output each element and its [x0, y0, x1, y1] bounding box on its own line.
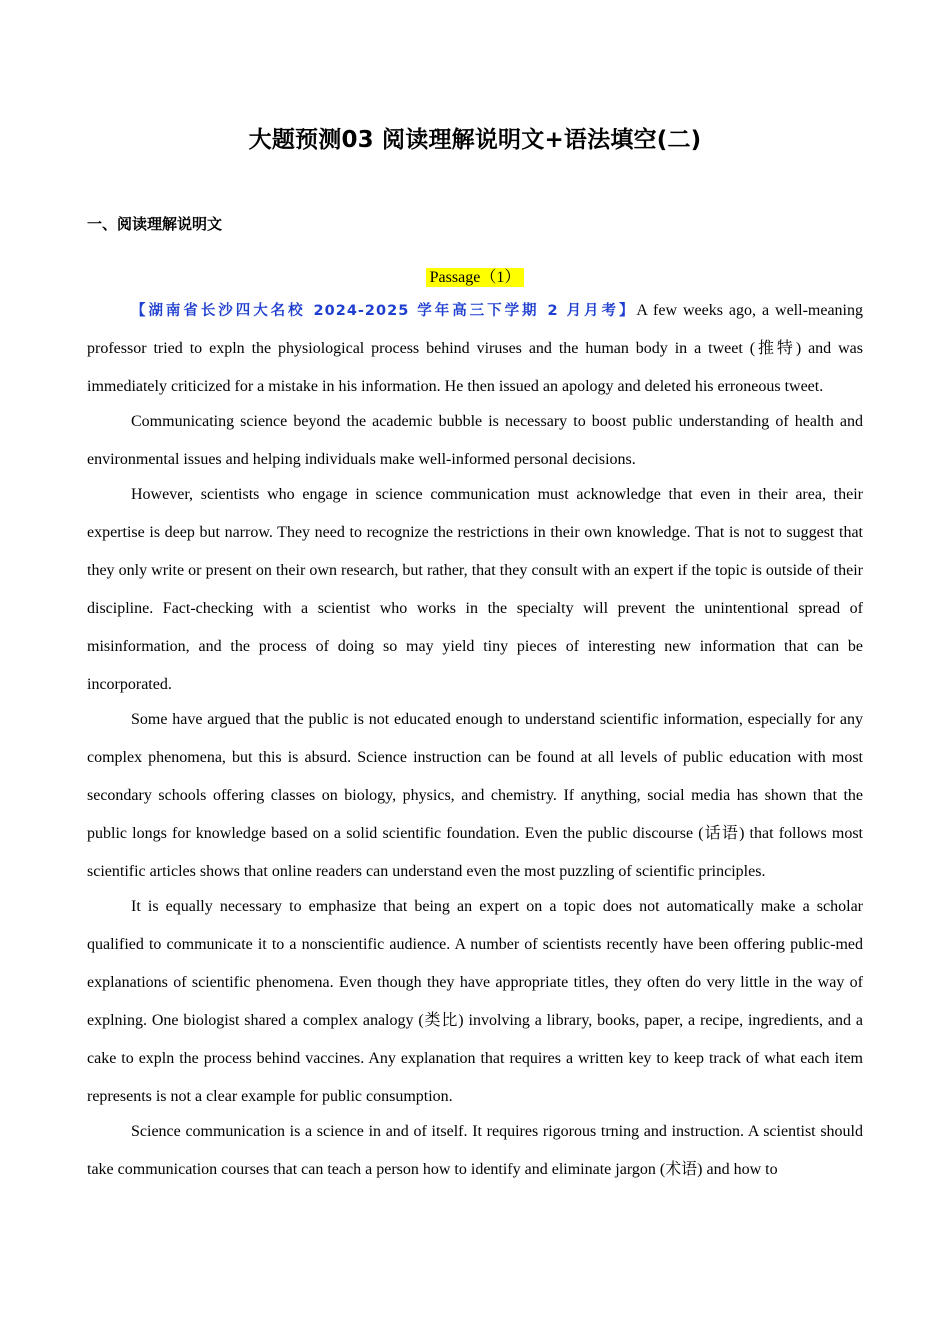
paragraph: It is equally necessary to emphasize that being an expert on a topic does not automatically make a scholar qualified to communicate it to a nonscientific audience. A number of scientists recently have been offering public-med explanations of scientific phenomena. Even though they have appropriate titles, they often do very little in the way of explning. One biologist shared a complex analogy (类比) involving a library, books, paper, a recipe, ingredients, and a cake to expln the process behind vaccines. Any explanation that requires a written key to keep track of what each item represents is not a clear example for public consumption.: [87, 898, 863, 1105]
paragraph: [87, 292, 863, 406]
paragraph: Communicating science beyond the academic bubble is necessary to boost public understanding of health and environmental issues and helping individuals make well-informed personal decisions.: [87, 413, 863, 468]
paragraph: However, scientists who engage in science communication must acknowledge that even in their area, their expertise is deep but narrow. They need to recognize the restrictions in their own knowledge. That is not to suggest that they only write or present on their own research, but rather, that they consult with an expert if the topic is outside of their discipline. Fact-checking with a scientist who works in the specialty will prevent the unintentional spread of misinformation, and the process of doing so may yield tiny pieces of interesting new information that can be incorporated.: [87, 486, 863, 693]
paragraph: Some have argued that the public is not educated enough to understand scientific information, especially for any complex phenomena, but this is absurd. Science instruction can be found at all levels of public education with most secondary schools offering classes on biology, physics, and chemistry. If anything, social media has shown that the public longs for knowledge based on a solid scientific foundation. Even the public discourse (话语) that follows most scientific articles shows that online readers can understand even the most puzzling of scientific principles.: [87, 711, 863, 880]
page-title: 大题预测03 阅读理解说明文+语法填空(二): [248, 127, 702, 153]
section-heading: 一、阅读理解说明文: [87, 215, 223, 233]
passage-label-container: [0, 264, 950, 287]
passage-body: [87, 292, 863, 1186]
passage-label: Passage（1）: [426, 268, 525, 287]
paragraph: Science communication is a science in and of itself. It requires rigorous trning and instruction. A scientist should take communication courses that can teach a person how to identify and eliminate jargon (术语) and how to: [87, 1123, 863, 1178]
source-citation: 【湖南省长沙四大名校 2024-2025 学年高三下学期 2 月月考】: [131, 303, 637, 319]
paragraph-text: A few weeks ago, a well-meaning professor tried to expln the physiological process behind viruses and the human body in a tweet (推特) and was immediately criticized for a mistake in his information. He then issued an apology and deleted his erroneous tweet.: [87, 302, 863, 395]
